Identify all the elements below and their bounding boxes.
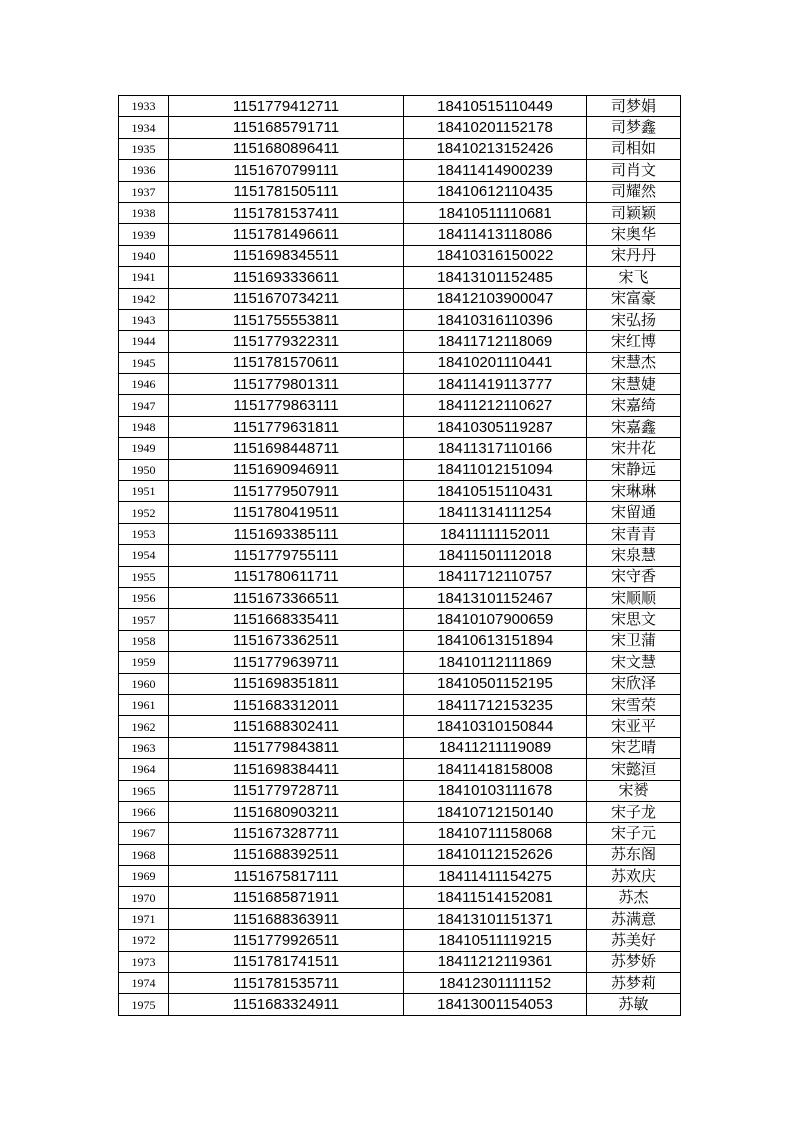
exam-code-cell: 1151693385111 (169, 523, 404, 544)
candidate-id-cell: 18410107900659 (404, 609, 587, 630)
table-row (119, 930, 681, 951)
row-number-cell: 1973 (119, 951, 169, 972)
candidate-id-cell: 18410213152426 (404, 138, 587, 159)
candidate-name-cell: 司肖文 (587, 160, 681, 181)
exam-code-cell: 1151698351811 (169, 673, 404, 694)
candidate-name-cell: 宋丹丹 (587, 245, 681, 266)
candidate-id-cell: 18410511119215 (404, 930, 587, 951)
table-row (119, 887, 681, 908)
row-number-cell: 1974 (119, 973, 169, 994)
candidate-name-cell: 宋琳琳 (587, 481, 681, 502)
candidate-name-cell: 苏梦娇 (587, 951, 681, 972)
candidate-name-cell: 宋留通 (587, 502, 681, 523)
table-row (119, 374, 681, 395)
row-number-cell: 1934 (119, 117, 169, 138)
exam-code-cell: 1151680896411 (169, 138, 404, 159)
exam-code-cell: 1151683324911 (169, 994, 404, 1015)
exam-code-cell: 1151781537411 (169, 202, 404, 223)
candidate-name-cell: 司相如 (587, 138, 681, 159)
candidate-name-cell: 宋青青 (587, 523, 681, 544)
table-row (119, 673, 681, 694)
exam-code-cell: 1151779639711 (169, 652, 404, 673)
candidate-id-cell: 18410613151894 (404, 630, 587, 651)
candidate-id-cell: 18410515110449 (404, 96, 587, 117)
candidate-name-cell: 宋欣泽 (587, 673, 681, 694)
candidate-id-cell: 18411212119361 (404, 951, 587, 972)
candidate-id-cell: 18411314111254 (404, 502, 587, 523)
candidate-name-cell: 宋雪荣 (587, 694, 681, 715)
candidate-name-cell: 宋思文 (587, 609, 681, 630)
exam-code-cell: 1151675817111 (169, 866, 404, 887)
candidate-id-cell: 18411418158008 (404, 759, 587, 780)
records-table-body (119, 96, 681, 1016)
candidate-id-cell: 18410515110431 (404, 481, 587, 502)
table-row (119, 908, 681, 929)
row-number-cell: 1940 (119, 245, 169, 266)
candidate-name-cell: 苏满意 (587, 908, 681, 929)
exam-code-cell: 1151781741511 (169, 951, 404, 972)
table-row (119, 352, 681, 373)
table-row (119, 395, 681, 416)
candidate-name-cell: 宋懿洹 (587, 759, 681, 780)
row-number-cell: 1936 (119, 160, 169, 181)
exam-code-cell: 1151779926511 (169, 930, 404, 951)
exam-code-cell: 1151673287711 (169, 823, 404, 844)
candidate-id-cell: 18412103900047 (404, 288, 587, 309)
candidate-name-cell: 宋静远 (587, 459, 681, 480)
table-row (119, 780, 681, 801)
candidate-id-cell: 18411413118086 (404, 224, 587, 245)
candidate-name-cell: 宋泉慧 (587, 545, 681, 566)
exam-code-cell: 1151779507911 (169, 481, 404, 502)
table-row (119, 844, 681, 865)
row-number-cell: 1967 (119, 823, 169, 844)
candidate-id-cell: 18410511110681 (404, 202, 587, 223)
candidate-id-cell: 18410711158068 (404, 823, 587, 844)
row-number-cell: 1953 (119, 523, 169, 544)
candidate-id-cell: 18410305119287 (404, 416, 587, 437)
table-row (119, 502, 681, 523)
exam-code-cell: 1151779728711 (169, 780, 404, 801)
row-number-cell: 1945 (119, 352, 169, 373)
exam-code-cell: 1151779322311 (169, 331, 404, 352)
row-number-cell: 1962 (119, 716, 169, 737)
candidate-name-cell: 宋顺顺 (587, 587, 681, 608)
exam-code-cell: 1151779863111 (169, 395, 404, 416)
candidate-name-cell: 苏敏 (587, 994, 681, 1015)
row-number-cell: 1935 (119, 138, 169, 159)
table-row (119, 630, 681, 651)
table-row (119, 694, 681, 715)
candidate-id-cell: 18411712110757 (404, 566, 587, 587)
table-row (119, 331, 681, 352)
row-number-cell: 1958 (119, 630, 169, 651)
row-number-cell: 1955 (119, 566, 169, 587)
row-number-cell: 1975 (119, 994, 169, 1015)
row-number-cell: 1947 (119, 395, 169, 416)
candidate-name-cell: 宋亚平 (587, 716, 681, 737)
row-number-cell: 1972 (119, 930, 169, 951)
exam-code-cell: 1151688392511 (169, 844, 404, 865)
row-number-cell: 1933 (119, 96, 169, 117)
table-row (119, 951, 681, 972)
table-row (119, 652, 681, 673)
row-number-cell: 1959 (119, 652, 169, 673)
row-number-cell: 1950 (119, 459, 169, 480)
row-number-cell: 1948 (119, 416, 169, 437)
table-row (119, 866, 681, 887)
exam-code-cell: 1151688363911 (169, 908, 404, 929)
candidate-id-cell: 18413101152485 (404, 267, 587, 288)
candidate-id-cell: 18410316150022 (404, 245, 587, 266)
exam-code-cell: 1151673362511 (169, 630, 404, 651)
table-row (119, 609, 681, 630)
candidate-id-cell: 18411419113777 (404, 374, 587, 395)
table-row (119, 737, 681, 758)
table-row (119, 224, 681, 245)
row-number-cell: 1961 (119, 694, 169, 715)
candidate-name-cell: 宋守香 (587, 566, 681, 587)
candidate-name-cell: 苏杰 (587, 887, 681, 908)
exam-code-cell: 1151673366511 (169, 587, 404, 608)
exam-code-cell: 1151781570611 (169, 352, 404, 373)
candidate-name-cell: 宋井花 (587, 438, 681, 459)
row-number-cell: 1968 (119, 844, 169, 865)
candidate-name-cell: 宋奥华 (587, 224, 681, 245)
table-row (119, 994, 681, 1015)
table-row (119, 245, 681, 266)
candidate-name-cell: 司颖颖 (587, 202, 681, 223)
row-number-cell: 1951 (119, 481, 169, 502)
row-number-cell: 1966 (119, 801, 169, 822)
candidate-name-cell: 苏东阁 (587, 844, 681, 865)
candidate-name-cell: 宋艺晴 (587, 737, 681, 758)
exam-code-cell: 1151779412711 (169, 96, 404, 117)
candidate-id-cell: 18411514152081 (404, 887, 587, 908)
candidate-name-cell: 宋子龙 (587, 801, 681, 822)
row-number-cell: 1969 (119, 866, 169, 887)
table-row (119, 759, 681, 780)
exam-code-cell: 1151780419511 (169, 502, 404, 523)
records-table (118, 95, 681, 1016)
row-number-cell: 1943 (119, 309, 169, 330)
row-number-cell: 1970 (119, 887, 169, 908)
candidate-name-cell: 司梦娟 (587, 96, 681, 117)
row-number-cell: 1939 (119, 224, 169, 245)
exam-code-cell: 1151779843811 (169, 737, 404, 758)
candidate-id-cell: 18410712150140 (404, 801, 587, 822)
exam-code-cell: 1151698448711 (169, 438, 404, 459)
row-number-cell: 1941 (119, 267, 169, 288)
candidate-id-cell: 18410112111869 (404, 652, 587, 673)
exam-code-cell: 1151693336611 (169, 267, 404, 288)
candidate-name-cell: 司梦鑫 (587, 117, 681, 138)
table-row (119, 481, 681, 502)
candidate-name-cell: 宋卫蒲 (587, 630, 681, 651)
table-row (119, 716, 681, 737)
table-row (119, 973, 681, 994)
candidate-id-cell: 18410112152626 (404, 844, 587, 865)
row-number-cell: 1944 (119, 331, 169, 352)
exam-code-cell: 1151779801311 (169, 374, 404, 395)
row-number-cell: 1963 (119, 737, 169, 758)
exam-code-cell: 1151683312011 (169, 694, 404, 715)
table-row (119, 587, 681, 608)
table-row (119, 438, 681, 459)
table-row (119, 545, 681, 566)
candidate-name-cell: 宋富豪 (587, 288, 681, 309)
table-row (119, 566, 681, 587)
table-row (119, 459, 681, 480)
candidate-name-cell: 苏欢庆 (587, 866, 681, 887)
candidate-name-cell: 宋慧婕 (587, 374, 681, 395)
candidate-name-cell: 宋弘扬 (587, 309, 681, 330)
candidate-name-cell: 宋子元 (587, 823, 681, 844)
exam-code-cell: 1151685791711 (169, 117, 404, 138)
row-number-cell: 1937 (119, 181, 169, 202)
table-row (119, 138, 681, 159)
row-number-cell: 1952 (119, 502, 169, 523)
candidate-name-cell: 宋红博 (587, 331, 681, 352)
candidate-name-cell: 宋赟 (587, 780, 681, 801)
exam-code-cell: 1151698384411 (169, 759, 404, 780)
candidate-name-cell: 宋嘉鑫 (587, 416, 681, 437)
candidate-name-cell: 宋飞 (587, 267, 681, 288)
row-number-cell: 1971 (119, 908, 169, 929)
candidate-id-cell: 18410201110441 (404, 352, 587, 373)
candidate-name-cell: 苏美好 (587, 930, 681, 951)
candidate-id-cell: 18410201152178 (404, 117, 587, 138)
candidate-id-cell: 18411501112018 (404, 545, 587, 566)
table-row (119, 117, 681, 138)
exam-code-cell: 1151781535711 (169, 973, 404, 994)
row-number-cell: 1956 (119, 587, 169, 608)
candidate-id-cell: 18411211119089 (404, 737, 587, 758)
exam-code-cell: 1151698345511 (169, 245, 404, 266)
candidate-name-cell: 司耀然 (587, 181, 681, 202)
table-row (119, 309, 681, 330)
table-row (119, 823, 681, 844)
candidate-id-cell: 18411012151094 (404, 459, 587, 480)
row-number-cell: 1965 (119, 780, 169, 801)
candidate-id-cell: 18410310150844 (404, 716, 587, 737)
table-row (119, 288, 681, 309)
candidate-id-cell: 18411414900239 (404, 160, 587, 181)
table-row (119, 160, 681, 181)
candidate-name-cell: 宋文慧 (587, 652, 681, 673)
candidate-id-cell: 18411712118069 (404, 331, 587, 352)
exam-code-cell: 1151668335411 (169, 609, 404, 630)
table-row (119, 801, 681, 822)
candidate-id-cell: 18410103111678 (404, 780, 587, 801)
candidate-id-cell: 18411317110166 (404, 438, 587, 459)
candidate-id-cell: 18413101152467 (404, 587, 587, 608)
candidate-id-cell: 18411212110627 (404, 395, 587, 416)
exam-code-cell: 1151781496611 (169, 224, 404, 245)
candidate-name-cell: 宋慧杰 (587, 352, 681, 373)
exam-code-cell: 1151780611711 (169, 566, 404, 587)
exam-code-cell: 1151755553811 (169, 309, 404, 330)
exam-code-cell: 1151670799111 (169, 160, 404, 181)
candidate-id-cell: 18413101151371 (404, 908, 587, 929)
candidate-id-cell: 18411712153235 (404, 694, 587, 715)
row-number-cell: 1954 (119, 545, 169, 566)
table-row (119, 202, 681, 223)
candidate-id-cell: 18410316110396 (404, 309, 587, 330)
table-row (119, 416, 681, 437)
row-number-cell: 1960 (119, 673, 169, 694)
exam-code-cell: 1151688302411 (169, 716, 404, 737)
row-number-cell: 1949 (119, 438, 169, 459)
exam-code-cell: 1151781505111 (169, 181, 404, 202)
candidate-id-cell: 18410501152195 (404, 673, 587, 694)
candidate-id-cell: 18413001154053 (404, 994, 587, 1015)
row-number-cell: 1938 (119, 202, 169, 223)
candidate-id-cell: 18411111152011 (404, 523, 587, 544)
exam-code-cell: 1151680903211 (169, 801, 404, 822)
candidate-id-cell: 18412301111152 (404, 973, 587, 994)
row-number-cell: 1964 (119, 759, 169, 780)
candidate-name-cell: 宋嘉绮 (587, 395, 681, 416)
table-row (119, 267, 681, 288)
candidate-name-cell: 苏梦莉 (587, 973, 681, 994)
exam-code-cell: 1151779755111 (169, 545, 404, 566)
exam-code-cell: 1151779631811 (169, 416, 404, 437)
row-number-cell: 1957 (119, 609, 169, 630)
row-number-cell: 1942 (119, 288, 169, 309)
exam-code-cell: 1151690946911 (169, 459, 404, 480)
table-row (119, 181, 681, 202)
table-row (119, 96, 681, 117)
exam-code-cell: 1151670734211 (169, 288, 404, 309)
row-number-cell: 1946 (119, 374, 169, 395)
exam-code-cell: 1151685871911 (169, 887, 404, 908)
table-row (119, 523, 681, 544)
candidate-id-cell: 18410612110435 (404, 181, 587, 202)
candidate-id-cell: 18411411154275 (404, 866, 587, 887)
